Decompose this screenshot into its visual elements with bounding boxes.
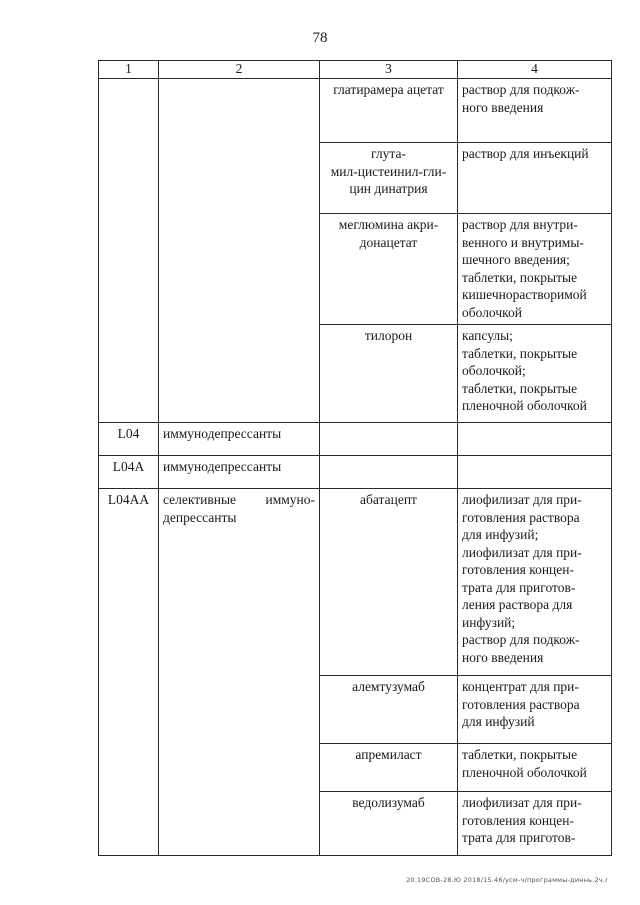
table-row	[99, 489, 612, 676]
dosage-form-line: ного введения	[462, 649, 544, 665]
dosage-form-line: лиофилизат для при-	[462, 544, 582, 560]
group-cell	[159, 489, 320, 856]
dosage-form-line: концентрат для при-	[462, 679, 579, 694]
drug-name-line: апремиласт	[355, 747, 422, 762]
dosage-form-cell	[458, 143, 612, 214]
drug-name-line: алемтузумаб	[352, 679, 425, 694]
drug-name-cell	[320, 744, 458, 792]
dosage-form-line: трата для приготов-	[462, 830, 576, 845]
dosage-form-line: капсулы;	[462, 328, 513, 343]
dosage-form-cell	[458, 325, 612, 423]
code-cell: L04AA	[99, 489, 159, 856]
dosage-form-cell	[458, 423, 612, 456]
dosage-form-line: раствор для внутри-	[462, 217, 578, 232]
group-name-line: депрессанты	[163, 509, 237, 525]
drug-name-line: мил-цистеинил-гли-	[330, 163, 447, 179]
group-cell: иммунодепрессанты	[159, 423, 320, 456]
table-row	[99, 79, 612, 143]
drug-name-cell	[320, 676, 458, 744]
dosage-form-line: таблетки, покрытые	[462, 345, 578, 361]
code-cell	[99, 79, 159, 423]
dosage-form-line: ного введения	[462, 99, 544, 115]
dosage-form-cell	[458, 676, 612, 744]
drug-name-line: абатацепт	[360, 492, 417, 507]
drug-name-cell	[320, 489, 458, 676]
table-row	[99, 423, 612, 456]
code-cell: L04A	[99, 456, 159, 489]
dosage-form-line: венного и внутримы-	[462, 234, 584, 250]
drug-name-cell	[320, 423, 458, 456]
dosage-form-line: лиофилизат для при-	[462, 795, 582, 810]
table-row	[99, 456, 612, 489]
column-header: 2	[159, 61, 320, 79]
drug-name-line: донацетат	[359, 234, 418, 250]
drug-name-line: тилорон	[364, 328, 413, 343]
dosage-form-line: таблетки, покрытые	[462, 747, 578, 762]
drug-name-cell	[320, 214, 458, 325]
dosage-form-line: готовления раствора	[462, 509, 580, 525]
column-header: 4	[458, 61, 612, 79]
dosage-form-cell	[458, 744, 612, 792]
dosage-form-line: раствор для инъекций	[462, 146, 589, 161]
drug-name-cell	[320, 143, 458, 214]
dosage-form-line: для инфузий	[462, 714, 535, 729]
footer-stamp: 20.19СОВ-28.Ю 2018/15.46/усм-ч/программы-диннь.2ч.r	[406, 876, 608, 884]
drug-name-line: цин динатрия	[349, 181, 428, 196]
drug-name-cell	[320, 79, 458, 143]
dosage-form-line: пленочной оболочкой	[462, 398, 587, 413]
dosage-form-line: оболочкой;	[462, 363, 526, 378]
drug-name-cell	[320, 792, 458, 856]
column-header: 3	[320, 61, 458, 79]
drug-name-cell	[320, 456, 458, 489]
dosage-form-line: оболочкой	[462, 304, 522, 320]
dosage-form-line: готовления концен-	[462, 562, 574, 577]
table-header-row	[99, 61, 612, 79]
dosage-form-cell	[458, 456, 612, 489]
dosage-form-cell	[458, 489, 612, 676]
dosage-form-line: шечного введения;	[462, 252, 570, 267]
dosage-form-line: готовления раствора	[462, 696, 580, 712]
dosage-form-line: готовления концен-	[462, 812, 574, 828]
drug-name-line: глута-	[371, 146, 406, 161]
dosage-form-line: для инфузий;	[462, 527, 539, 542]
dosage-form-cell	[458, 79, 612, 143]
dosage-form-line: ления раствора для	[462, 597, 573, 612]
dosage-form-line: таблетки, покрытые	[462, 269, 578, 285]
dosage-form-line: инфузий;	[462, 614, 516, 630]
group-name-line: селективные иммуно-	[163, 492, 315, 507]
group-cell	[159, 79, 320, 423]
drug-name-line: ведолизумаб	[352, 795, 425, 810]
drug-name-cell	[320, 325, 458, 423]
dosage-form-line: раствор для подкож-	[462, 632, 580, 647]
dosage-form-line: раствор для подкож-	[462, 82, 580, 97]
dosage-form-line: трата для приготов-	[462, 579, 576, 595]
page-number: 78	[312, 30, 328, 46]
dosage-form-line: таблетки, покрытые	[462, 380, 578, 396]
dosage-form-cell	[458, 792, 612, 856]
dosage-form-cell	[458, 214, 612, 325]
code-cell: L04	[99, 423, 159, 456]
dosage-form-line: кишечнорастворимой	[462, 287, 587, 302]
drug-table	[98, 60, 612, 856]
dosage-form-line: лиофилизат для при-	[462, 492, 582, 507]
drug-name-line: меглюмина акри-	[338, 217, 439, 232]
dosage-form-line: пленочной оболочкой	[462, 764, 587, 780]
drug-name-line: глатирамера ацетат	[333, 82, 444, 97]
group-cell: иммунодепрессанты	[159, 456, 320, 489]
column-header: 1	[99, 61, 159, 79]
